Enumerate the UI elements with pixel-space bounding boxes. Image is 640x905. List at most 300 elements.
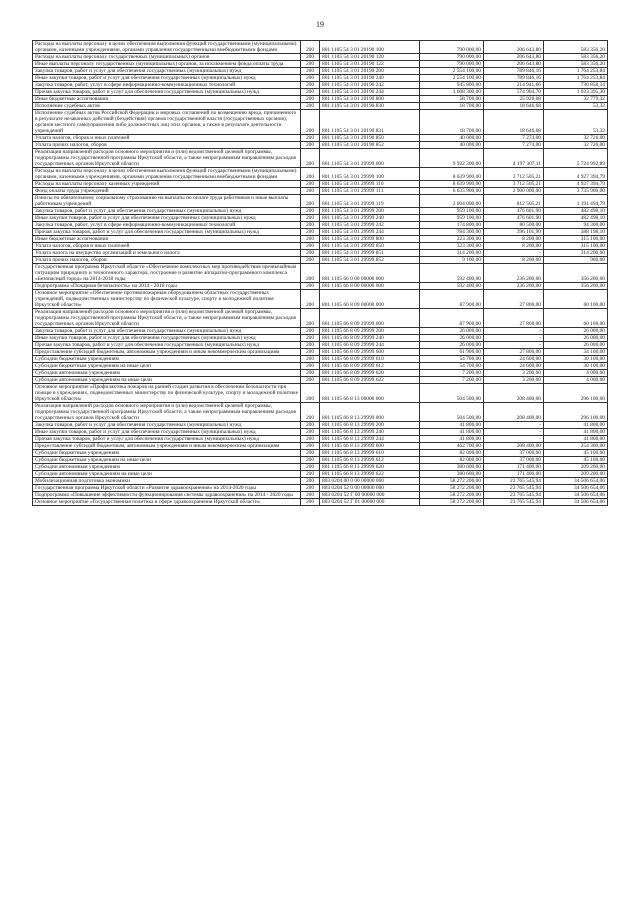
- row-executed-cell: 171 400,00: [484, 471, 544, 478]
- row-remaining-cell: 4 000,00: [544, 377, 608, 384]
- row-code-cell: 200: [301, 181, 320, 188]
- row-classification-cell: 801 1105 66 8 09 29999 622: [320, 377, 420, 384]
- table-row: [33, 328, 608, 335]
- row-classification-cell: 801 1105 66 8 13 29999 000: [320, 403, 420, 422]
- row-executed-cell: 27 800,00: [484, 309, 544, 328]
- row-classification-cell: 801 1105 66 8 09 29999 000: [320, 309, 420, 328]
- row-code-cell: 200: [301, 443, 320, 450]
- row-executed-cell: 18 646,68: [484, 103, 544, 110]
- row-classification-cell: 801 1105 66 8 13 29999 612: [320, 457, 420, 464]
- row-code-cell: 200: [301, 499, 320, 506]
- row-code-cell: 200: [301, 168, 320, 181]
- row-remaining-cell: 583 356,20: [544, 61, 608, 68]
- row-code-cell: 200: [301, 103, 320, 110]
- row-executed-cell: 23 765 545,94: [484, 492, 544, 499]
- row-classification-cell: 801 1105 54 3 01 20190 100: [320, 41, 420, 54]
- row-executed-cell: 214 941,66: [484, 82, 544, 89]
- row-executed-cell: -: [484, 342, 544, 349]
- row-approved-cell: 7 200,00: [420, 377, 484, 384]
- row-code-cell: 200: [301, 492, 320, 499]
- row-approved-cell: 504 500,00: [420, 403, 484, 422]
- row-approved-cell: 462 700,00: [420, 443, 484, 450]
- row-remaining-cell: 41 800,00: [544, 422, 608, 429]
- row-code-cell: 200: [301, 370, 320, 377]
- row-code-cell: 200: [301, 142, 320, 149]
- row-classification-cell: 801 1105 54 3 01 20190 242: [320, 82, 420, 89]
- row-approved-cell: 9 922 300,00: [420, 149, 484, 168]
- row-remaining-cell: 356 200,00: [544, 264, 608, 283]
- row-name-cell: Субсидии автономным учреждениям: [33, 464, 301, 471]
- row-remaining-cell: 4 927 394,79: [544, 168, 608, 181]
- row-executed-cell: 206 643,80: [484, 41, 544, 54]
- row-code-cell: 200: [301, 349, 320, 356]
- row-name-cell: Субсидии бюджетным учреждениям на иные цели: [33, 457, 301, 464]
- row-approved-cell: 2 004 000,00: [420, 195, 484, 208]
- row-code-cell: 200: [301, 485, 320, 492]
- row-name-cell: Закупка товаров, работ, услуг в сфере информационно-коммуникационных технологий: [33, 82, 301, 89]
- table-row: [33, 89, 608, 96]
- row-name-cell: Реализация направлений расходов основного мероприятия и (или) ведомственной целевой программы, подпрограммы государственной программы Иркутской области, а также непрограммным направлениям расходов государственных органов Иркутской области: [33, 309, 301, 328]
- table-row: [33, 181, 608, 188]
- table-row: [33, 309, 608, 328]
- row-classification-cell: 803 0204 52 Г 01 00000 000: [320, 499, 420, 506]
- row-classification-cell: 801 1105 54 3 01 29999 000: [320, 149, 420, 168]
- row-remaining-cell: 900,00: [544, 257, 608, 264]
- row-name-cell: Реализация направлений расходов основного мероприятия и (или) ведомственной целевой программы, подпрограммы государственной программы Иркутской области, а также непрограммным направлениям расходов государственных органов Иркутской области: [33, 403, 301, 422]
- row-approved-cell: 58 272 200,00: [420, 499, 484, 506]
- row-remaining-cell: 296 100,00: [544, 384, 608, 403]
- row-remaining-cell: 26 000,00: [544, 335, 608, 342]
- row-name-cell: Расходы на выплаты персоналу казенных учреждений: [33, 181, 301, 188]
- table-row: [33, 403, 608, 422]
- row-approved-cell: 54 700,00: [420, 356, 484, 363]
- row-code-cell: 200: [301, 422, 320, 429]
- row-approved-cell: 58 272 200,00: [420, 492, 484, 499]
- row-executed-cell: 476 601,90: [484, 208, 544, 215]
- row-name-cell: Иные закупки товаров, работ и услуг для обеспечения государственных (муниципальных) нужд: [33, 335, 301, 342]
- row-code-cell: 200: [301, 436, 320, 443]
- row-remaining-cell: 4 927 394,79: [544, 181, 608, 188]
- row-classification-cell: 801 1105 54 3 01 29999 119: [320, 195, 420, 208]
- row-name-cell: Закупка товаров, работ и услуг для обеспечения государственных (муниципальных) нужд: [33, 422, 301, 429]
- table-row: [33, 356, 608, 363]
- row-approved-cell: 790 000,00: [420, 54, 484, 61]
- table-row: [33, 250, 608, 257]
- row-name-cell: Иные выплаты персоналу государственных (муниципальных) органов, за исключением фонда оплаты труда: [33, 61, 301, 68]
- row-approved-cell: 323 300,00: [420, 243, 484, 250]
- row-remaining-cell: 5 724 992,89: [544, 149, 608, 168]
- row-name-cell: Предоставление субсидий бюджетным, автономным учреждениям и иным некоммерческим организациям: [33, 349, 301, 356]
- row-executed-cell: 23 765 545,94: [484, 499, 544, 506]
- page-number: 19: [316, 20, 324, 29]
- row-executed-cell: 4 197 307,11: [484, 149, 544, 168]
- row-remaining-cell: 34 506 654,06: [544, 499, 608, 506]
- table-row: [33, 384, 608, 403]
- row-code-cell: 200: [301, 236, 320, 243]
- row-code-cell: 200: [301, 264, 320, 283]
- row-name-cell: Закупка товаров, работ и услуг для обеспечения государственных (муниципальных) нужд: [33, 208, 301, 215]
- row-remaining-cell: 34 506 654,06: [544, 478, 608, 485]
- row-executed-cell: 8 200,00: [484, 243, 544, 250]
- row-name-cell: Субсидии автономным учреждениям на иные цели: [33, 471, 301, 478]
- row-classification-cell: 801 1105 54 3 01 29999 800: [320, 236, 420, 243]
- row-remaining-cell: 32 726,00: [544, 142, 608, 149]
- row-name-cell: Субсидии бюджетным учреждениям: [33, 450, 301, 457]
- row-executed-cell: 8 200,00: [484, 236, 544, 243]
- row-name-cell: Прочая закупка товаров, работ и услуг для обеспечения государственных (муниципальных) нужд: [33, 342, 301, 349]
- row-name-cell: Основное мероприятие «Профилактика пожаров на ранней стадии развития в обеспечении безопасности при пожаре в учреждениях, подведомственных министерству по физической культуре, спорту и молодежной политике Иркутской области»: [33, 384, 301, 403]
- row-executed-cell: 25 920,68: [484, 96, 544, 103]
- row-name-cell: Уплата налога на имущество организаций и земельного налога: [33, 250, 301, 257]
- row-code-cell: 200: [301, 250, 320, 257]
- row-executed-cell: 23 765 545,94: [484, 478, 544, 485]
- row-approved-cell: 26 000,00: [420, 335, 484, 342]
- row-remaining-cell: 209 200,00: [544, 464, 608, 471]
- row-remaining-cell: 583 356,20: [544, 54, 608, 61]
- row-approved-cell: 40 000,00: [420, 142, 484, 149]
- row-remaining-cell: 34 100,00: [544, 349, 608, 356]
- row-name-cell: Мобилизационная подготовка экономики: [33, 478, 301, 485]
- row-executed-cell: 7 274,00: [484, 135, 544, 142]
- row-name-cell: Уплата налогов, сборов и иных платежей: [33, 243, 301, 250]
- row-name-cell: Субсидии бюджетным учреждениям на иные цели: [33, 363, 301, 370]
- row-classification-cell: 801 1105 66 8 13 29999 240: [320, 429, 420, 436]
- row-executed-cell: 208 400,00: [484, 443, 544, 450]
- row-classification-cell: 803 0204 00 0 00 00000 000: [320, 478, 420, 485]
- row-name-cell: Уплата прочих налогов, сборов: [33, 142, 301, 149]
- row-remaining-cell: 53,32: [544, 103, 608, 110]
- row-executed-cell: 574 904,70: [484, 89, 544, 96]
- table-row: [33, 222, 608, 229]
- row-approved-cell: 82 000,00: [420, 450, 484, 457]
- row-name-cell: Закупка товаров, работ и услуг для обеспечения государственных (муниципальных) нужд: [33, 68, 301, 75]
- row-approved-cell: 314 200,00: [420, 250, 484, 257]
- row-approved-cell: 592 400,00: [420, 264, 484, 283]
- row-approved-cell: 58 700,00: [420, 96, 484, 103]
- table-row: [33, 283, 608, 290]
- row-executed-cell: 7 274,00: [484, 142, 544, 149]
- row-code-cell: 200: [301, 328, 320, 335]
- row-classification-cell: 801 1105 54 3 01 20190 244: [320, 89, 420, 96]
- row-remaining-cell: 314 200,00: [544, 250, 608, 257]
- row-classification-cell: 801 1105 66 8 09 29999 240: [320, 335, 420, 342]
- row-name-cell: Взносы по обязательному социальному страхованию на выплаты по оплате труда работников и иные выплаты работникам учреждений: [33, 195, 301, 208]
- row-remaining-cell: 1 191 494,79: [544, 195, 608, 208]
- table-row: [33, 61, 608, 68]
- row-classification-cell: 801 1105 66 8 13 29999 620: [320, 464, 420, 471]
- row-remaining-cell: 254 300,00: [544, 443, 608, 450]
- row-executed-cell: -: [484, 328, 544, 335]
- row-name-cell: Субсидии автономным учреждениям на иные цели: [33, 377, 301, 384]
- table-row: [33, 335, 608, 342]
- row-name-cell: Уплата прочих налогов, сборов: [33, 257, 301, 264]
- row-approved-cell: 7 200,00: [420, 370, 484, 377]
- row-executed-cell: -: [484, 436, 544, 443]
- row-approved-cell: 790 000,00: [420, 61, 484, 68]
- row-executed-cell: 24 600,00: [484, 363, 544, 370]
- row-approved-cell: 18 700,00: [420, 103, 484, 110]
- row-name-cell: Исполнение судебных актов: [33, 103, 301, 110]
- table-row: [33, 377, 608, 384]
- table-row: [33, 485, 608, 492]
- table-row: [33, 215, 608, 222]
- row-code-cell: 200: [301, 356, 320, 363]
- row-executed-cell: 2 900 000,00: [484, 188, 544, 195]
- table-row: [33, 168, 608, 181]
- row-remaining-cell: 1 764 253,84: [544, 75, 608, 82]
- row-classification-cell: 801 1105 54 3 01 29999 851: [320, 250, 420, 257]
- row-approved-cell: 790 000,00: [420, 41, 484, 54]
- row-approved-cell: 784 300,00: [420, 229, 484, 236]
- row-classification-cell: 801 1105 54 3 01 29999 244: [320, 229, 420, 236]
- row-remaining-cell: 730 858,34: [544, 82, 608, 89]
- row-executed-cell: 476 601,90: [484, 215, 544, 222]
- row-executed-cell: -: [484, 422, 544, 429]
- row-remaining-cell: 1 033 395,30: [544, 89, 608, 96]
- table-row: [33, 499, 608, 506]
- row-classification-cell: 801 1105 54 3 01 20190 240: [320, 75, 420, 82]
- row-code-cell: 200: [301, 429, 320, 436]
- table-row: [33, 243, 608, 250]
- row-executed-cell: 171 400,00: [484, 464, 544, 471]
- table-row: [33, 188, 608, 195]
- table-row: [33, 110, 608, 135]
- row-approved-cell: 504 500,00: [420, 384, 484, 403]
- row-executed-cell: 18 646,68: [484, 110, 544, 135]
- row-approved-cell: 87 900,00: [420, 309, 484, 328]
- row-remaining-cell: 41 800,00: [544, 429, 608, 436]
- table-row: [33, 349, 608, 356]
- row-name-cell: Подпрограмма «Пожарная безопасность» на 2014 - 2018 годы: [33, 283, 301, 290]
- row-name-cell: Иные бюджетные ассигнования: [33, 236, 301, 243]
- row-classification-cell: 801 1105 66 8 13 00000 000: [320, 384, 420, 403]
- row-name-cell: Субсидии автономным учреждениям: [33, 370, 301, 377]
- row-code-cell: 200: [301, 195, 320, 208]
- row-name-cell: Подпрограмма «Повышение эффективности функционирования системы здравоохранения» на 2014 - 2020 годы: [33, 492, 301, 499]
- row-code-cell: 200: [301, 54, 320, 61]
- row-classification-cell: 801 1105 66 8 13 29999 610: [320, 450, 420, 457]
- row-approved-cell: 959 100,00: [420, 208, 484, 215]
- row-classification-cell: 801 1105 66 8 00 00000 000: [320, 283, 420, 290]
- table-row: [33, 41, 608, 54]
- row-executed-cell: 37 000,00: [484, 457, 544, 464]
- row-classification-cell: 801 1105 54 3 01 20190 830: [320, 103, 420, 110]
- row-classification-cell: 801 1105 66 8 09 29999 612: [320, 363, 420, 370]
- row-remaining-cell: 30 100,00: [544, 363, 608, 370]
- table-row: [33, 208, 608, 215]
- row-executed-cell: 236 200,00: [484, 264, 544, 283]
- table-row: [33, 429, 608, 436]
- row-approved-cell: 54 700,00: [420, 363, 484, 370]
- row-remaining-cell: 583 356,20: [544, 41, 608, 54]
- table-row: [33, 422, 608, 429]
- row-classification-cell: 801 1105 54 3 01 29999 110: [320, 181, 420, 188]
- row-name-cell: Иные закупки товаров, работ и услуг для обеспечения государственных (муниципальных) нужд: [33, 75, 301, 82]
- row-classification-cell: 801 1105 54 3 01 20190 122: [320, 61, 420, 68]
- row-approved-cell: 945 800,00: [420, 82, 484, 89]
- row-name-cell: Закупка товаров, работ, услуг в сфере информационно-коммуникационных технологий: [33, 222, 301, 229]
- budget-execution-table: [32, 40, 608, 506]
- row-approved-cell: 82 000,00: [420, 457, 484, 464]
- row-classification-cell: 801 1105 54 3 01 20190 800: [320, 96, 420, 103]
- row-classification-cell: 801 1105 66 0 00 00000 000: [320, 264, 420, 283]
- table-row: [33, 135, 608, 142]
- row-classification-cell: 801 1105 54 3 01 29999 242: [320, 222, 420, 229]
- row-executed-cell: 23 765 545,94: [484, 485, 544, 492]
- row-executed-cell: 208 400,00: [484, 384, 544, 403]
- row-executed-cell: 236 200,00: [484, 283, 544, 290]
- row-code-cell: 200: [301, 283, 320, 290]
- row-approved-cell: 2 554 100,00: [420, 75, 484, 82]
- row-approved-cell: 592 400,00: [420, 283, 484, 290]
- row-executed-cell: -: [484, 250, 544, 257]
- row-name-cell: Государственная программа Иркутской области «Обеспечение комплексных мер противодействия чрезвычайным ситуациям природного и техногенного характера, построение и развитие аппаратно-программного комплекса «Безопасный город» на 2014-2018 годы: [33, 264, 301, 283]
- row-classification-cell: 801 1105 54 3 01 29999 111: [320, 188, 420, 195]
- table-row: [33, 436, 608, 443]
- row-remaining-cell: 315 100,00: [544, 243, 608, 250]
- row-classification-cell: 801 1105 54 3 01 20190 831: [320, 110, 420, 135]
- row-classification-cell: 801 1105 66 8 13 29999 244: [320, 436, 420, 443]
- row-name-cell: Предоставление субсидий бюджетным, автономным учреждениям и иным некоммерческим организациям: [33, 443, 301, 450]
- row-code-cell: 200: [301, 96, 320, 103]
- row-approved-cell: 26 000,00: [420, 328, 484, 335]
- table-row: [33, 96, 608, 103]
- row-classification-cell: 801 1105 66 8 13 29999 200: [320, 422, 420, 429]
- row-code-cell: 200: [301, 342, 320, 349]
- table-row: [33, 443, 608, 450]
- table-row: [33, 103, 608, 110]
- row-executed-cell: -: [484, 335, 544, 342]
- row-remaining-cell: 315 100,00: [544, 236, 608, 243]
- table-row: [33, 363, 608, 370]
- row-approved-cell: 8 639 900,00: [420, 181, 484, 188]
- row-classification-cell: 803 0204 52 Г 00 00000 000: [320, 492, 420, 499]
- table-row: [33, 68, 608, 75]
- row-remaining-cell: 482 498,10: [544, 215, 608, 222]
- row-classification-cell: 801 1105 54 3 01 29999 240: [320, 215, 420, 222]
- row-approved-cell: 18 700,00: [420, 110, 484, 135]
- row-executed-cell: 3 712 505,21: [484, 181, 544, 188]
- row-classification-cell: 801 1105 66 8 09 29999 600: [320, 349, 420, 356]
- row-remaining-cell: 94 300,00: [544, 222, 608, 229]
- row-approved-cell: 40 000,00: [420, 135, 484, 142]
- row-name-cell: Реализация направлений расходов основного мероприятия и (или) ведомственной целевой программы, подпрограммы государственной программы Иркутской области, а также непрограммным направлениям расходов государственных органов Иркутской области: [33, 149, 301, 168]
- row-classification-cell: 801 1105 54 3 01 29999 850: [320, 243, 420, 250]
- row-approved-cell: 26 000,00: [420, 342, 484, 349]
- row-classification-cell: 801 1105 66 8 13 29999 600: [320, 443, 420, 450]
- row-executed-cell: 8 200,00: [484, 257, 544, 264]
- row-name-cell: Прочая закупка товаров, работ и услуг для обеспечения государственных (муниципальных) нужд: [33, 229, 301, 236]
- row-executed-cell: 206 643,80: [484, 54, 544, 61]
- row-remaining-cell: 34 506 654,06: [544, 492, 608, 499]
- row-code-cell: 200: [301, 450, 320, 457]
- table-row: [33, 264, 608, 283]
- row-code-cell: 200: [301, 41, 320, 54]
- row-code-cell: 200: [301, 61, 320, 68]
- row-classification-cell: 801 1105 54 3 01 20190 200: [320, 68, 420, 75]
- row-code-cell: 200: [301, 457, 320, 464]
- row-approved-cell: 41 800,00: [420, 429, 484, 436]
- row-classification-cell: 801 1105 54 3 01 29999 852: [320, 257, 420, 264]
- row-remaining-cell: 26 000,00: [544, 328, 608, 335]
- row-classification-cell: 801 1105 66 8 09 00000 000: [320, 290, 420, 309]
- row-executed-cell: -: [484, 429, 544, 436]
- row-approved-cell: 2 554 100,00: [420, 68, 484, 75]
- table-row: [33, 257, 608, 264]
- row-code-cell: 200: [301, 384, 320, 403]
- row-approved-cell: 1 608 300,00: [420, 89, 484, 96]
- row-remaining-cell: 60 100,00: [544, 309, 608, 328]
- row-approved-cell: 380 600,00: [420, 471, 484, 478]
- row-remaining-cell: 45 100,00: [544, 450, 608, 457]
- row-approved-cell: 58 272 200,00: [420, 485, 484, 492]
- row-name-cell: Фонд оплаты труда учреждений: [33, 188, 301, 195]
- table-row: [33, 342, 608, 349]
- row-classification-cell: 801 1105 66 8 09 29999 610: [320, 356, 420, 363]
- row-name-cell: Иные закупки товаров, работ и услуг для обеспечения государственных (муниципальных) нужд: [33, 215, 301, 222]
- row-code-cell: 200: [301, 290, 320, 309]
- table-row: [33, 142, 608, 149]
- row-executed-cell: 80 500,00: [484, 222, 544, 229]
- row-executed-cell: 37 000,00: [484, 450, 544, 457]
- row-classification-cell: 801 1105 54 3 01 20190 120: [320, 54, 420, 61]
- row-name-cell: Исполнение судебных актов Российской Федерации и мировых соглашений по возмещению вреда, причиненного в результате незаконных действий (бездействия) органов государственной власти (государственных органов), органов местного самоуправления либо должностных лиц этих органов, а также в результате деятельности учреждений: [33, 110, 301, 135]
- row-code-cell: 200: [301, 257, 320, 264]
- row-executed-cell: 27 800,00: [484, 349, 544, 356]
- row-classification-cell: 801 1105 54 3 01 20190 850: [320, 135, 420, 142]
- row-code-cell: 200: [301, 135, 320, 142]
- row-approved-cell: 58 272 200,00: [420, 478, 484, 485]
- row-classification-cell: 801 1105 66 8 09 29999 200: [320, 328, 420, 335]
- row-executed-cell: 789 846,16: [484, 75, 544, 82]
- row-remaining-cell: 34 506 654,06: [544, 485, 608, 492]
- row-executed-cell: 3 200,00: [484, 370, 544, 377]
- row-code-cell: 200: [301, 478, 320, 485]
- row-executed-cell: 789 846,16: [484, 68, 544, 75]
- row-approved-cell: 41 800,00: [420, 436, 484, 443]
- row-name-cell: Расходы на выплаты персоналу в целях обеспечения выполнения функций государственными (муниципальными) органами, казенными учреждениями, органами управления государственными внебюджетными фондами: [33, 168, 301, 181]
- row-approved-cell: 323 300,00: [420, 236, 484, 243]
- row-code-cell: 200: [301, 89, 320, 96]
- row-approved-cell: 8 639 900,00: [420, 168, 484, 181]
- row-name-cell: Государственная программа Иркутской области «Развитие здравоохранения» на 2014-2020 годы: [33, 485, 301, 492]
- row-code-cell: 200: [301, 377, 320, 384]
- row-classification-cell: 801 1105 66 8 13 29999 622: [320, 471, 420, 478]
- row-code-cell: 200: [301, 229, 320, 236]
- row-name-cell: Иные бюджетные ассигнования: [33, 96, 301, 103]
- table-row: [33, 236, 608, 243]
- row-remaining-cell: 1 764 253,84: [544, 68, 608, 75]
- row-code-cell: 200: [301, 335, 320, 342]
- row-name-cell: Основное мероприятие «Обеспечение противопожарным оборудованием областных государственных учреждений, подведомственных министерству по физической культуре, спорту и молодежной политике Иркутской области»: [33, 290, 301, 309]
- row-code-cell: 200: [301, 149, 320, 168]
- row-code-cell: 200: [301, 75, 320, 82]
- row-code-cell: 200: [301, 471, 320, 478]
- row-remaining-cell: 30 100,00: [544, 356, 608, 363]
- table-row: [33, 457, 608, 464]
- row-remaining-cell: 45 100,00: [544, 457, 608, 464]
- table-row: [33, 54, 608, 61]
- row-remaining-cell: 4 000,00: [544, 370, 608, 377]
- row-remaining-cell: 60 100,00: [544, 290, 608, 309]
- row-executed-cell: 3 712 505,21: [484, 168, 544, 181]
- row-approved-cell: 380 600,00: [420, 464, 484, 471]
- row-classification-cell: 801 1105 54 3 01 20190 852: [320, 142, 420, 149]
- table-row: [33, 464, 608, 471]
- row-code-cell: 200: [301, 208, 320, 215]
- row-remaining-cell: 482 498,10: [544, 208, 608, 215]
- row-classification-cell: 801 1105 66 8 09 29999 244: [320, 342, 420, 349]
